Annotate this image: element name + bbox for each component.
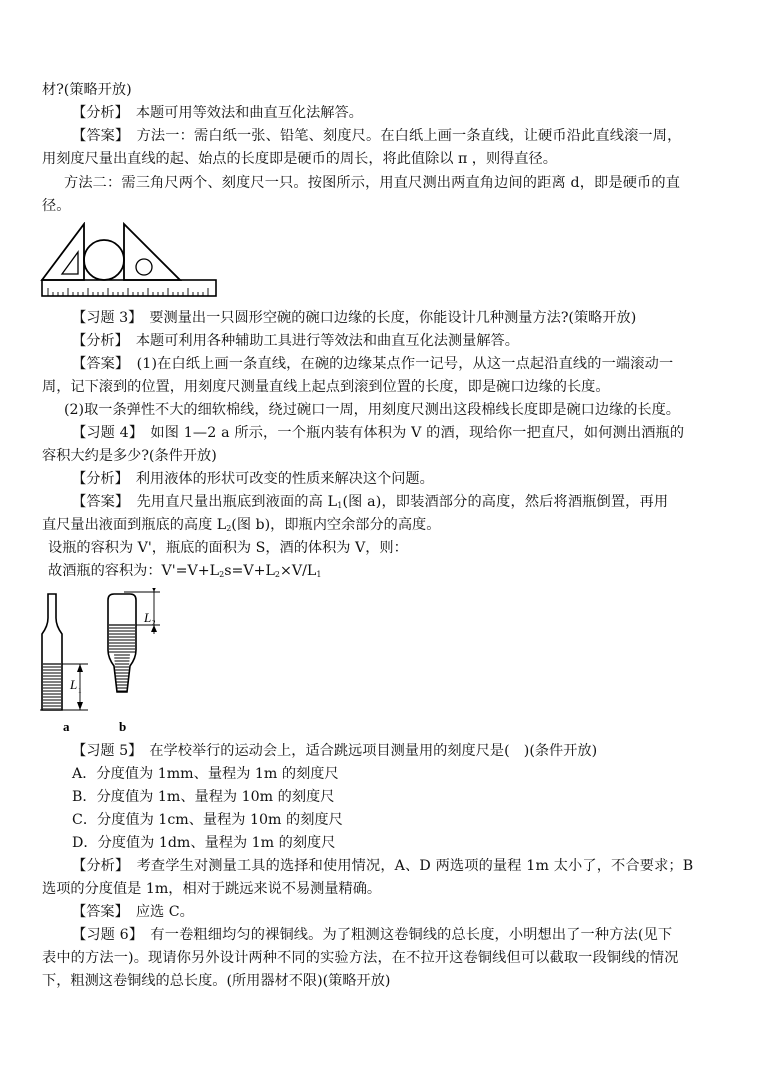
option-b: B．分度值为 1m、量程为 10m 的刻度尺 <box>72 789 335 805</box>
option-a: A．分度值为 1mm、量程为 1m 的刻度尺 <box>72 766 339 782</box>
figure-triangles-coin-ruler <box>40 222 220 304</box>
text-line: 【分析】 本题可用等效法和曲直互化法解答。 <box>72 105 363 121</box>
text-line: 周，记下滚到的位置，用刻度尺测量直线上起点到滚到位置的长度，即是碗口边缘的长度。 <box>42 379 610 395</box>
caption-a: a <box>63 719 70 734</box>
caption-b: b <box>119 719 127 734</box>
text-line: 【答案】 应选 C。 <box>72 904 194 920</box>
text-line: (2)取一条弹性不大的细软棉线，绕过碗口一周，用刻度尺测出这段棉线长度即是碗口边缘的长度。 <box>64 402 680 418</box>
text-line: 径。 <box>42 198 71 214</box>
text-line: 【分析】 本题可利用各种辅助工具进行等效法和曲直互化法测量解答。 <box>72 333 519 349</box>
label-l2: L <box>144 610 152 625</box>
option-c: C．分度值为 1cm、量程为 10m 的刻度尺 <box>72 812 343 828</box>
text-line: 【答案】 先用直尺量出瓶底到液面的高 $L_1$(图 a)，即装酒部分的高度，然后将酒瓶倒置，再用 <box>72 494 669 510</box>
text-line: 【习题 5】 在学校举行的运动会上，适合跳远项目测量用的刻度尺是( )(条件开放) <box>72 743 598 759</box>
text-line: 【答案】 (1)在白纸上画一条直线，在碗的边缘某点作一记号，从这一点起沿直线的一端滚动一 <box>72 356 674 372</box>
text-line: 方法二：需三角尺两个、刻度尺一只。按图所示，用直尺测出两直角边间的距离 d，即是硬币的直 <box>64 175 681 191</box>
formula-line: 故酒瓶的容积为：$V'=V+L_2s=V+L_2\times V/L_1$ <box>48 563 322 579</box>
text-line: 直尺量出液面到瓶底的高度 $L_2$(图 b)，即瓶内空余部分的高度。 <box>42 517 441 533</box>
text-line: 【分析】 考查学生对测量工具的选择和使用情况，A、D 两选项的量程 1m 太小了，不合要求；B <box>72 858 694 874</box>
text-line: 下，粗测这卷铜线的总长度。(所用器材不限)(策略开放) <box>42 973 391 989</box>
figure-bottles <box>26 588 176 738</box>
option-d: D．分度值为 1dm、量程为 1m 的刻度尺 <box>72 835 336 851</box>
text-line: 表中的方法一)。现请你另外设计两种不同的实验方法，在不拉开这卷铜线但可以截取一段铜线的情况 <box>42 950 679 966</box>
text-line: 【习题 4】 如图 1—2 a 所示，一个瓶内装有体积为 V 的酒，现给你一把直尺，如何测出酒瓶的 <box>72 425 685 441</box>
label-l1-sub: 1 <box>78 687 82 695</box>
label-l2-sub: 2 <box>152 619 156 627</box>
text-line: 【习题 3】 要测量出一只圆形空碗的碗口边缘的长度，你能设计几种测量方法?(策略开放) <box>72 310 637 326</box>
text-line: 【答案】 方法一：需白纸一张、铅笔、刻度尺。在白纸上画一条直线，让硬币沿此直线滚一周， <box>72 128 682 144</box>
label-l1: L <box>70 677 78 692</box>
text-line: 容积大约是多少?(条件开放) <box>42 448 217 464</box>
text-line: 【习题 6】 有一卷粗细均匀的裸铜线。为了粗测这卷铜线的总长度，小明想出了一种方法(见下 <box>72 927 673 943</box>
text-line: 用刻度尺量出直线的起、始点的长度即是硬币的周长，将此值除以 π ，则得直径。 <box>42 151 557 167</box>
text-line: 选项的分度值是 1m，相对于跳远来说不易测量精确。 <box>42 881 382 897</box>
text-line: 【分析】 利用液体的形状可改变的性质来解决这个问题。 <box>72 471 434 487</box>
text-line: 设瓶的容积为 V'，瓶底的面积为 S，酒的体积为 V，则： <box>48 540 408 556</box>
text-line: 材?(策略开放) <box>42 82 132 98</box>
